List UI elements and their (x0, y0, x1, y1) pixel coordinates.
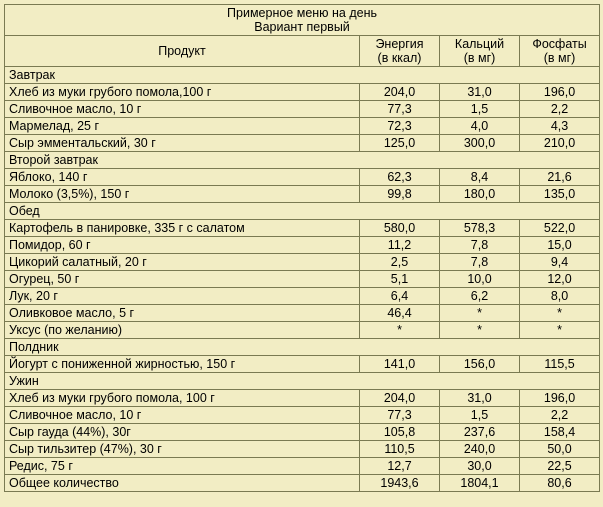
product-name-cell: Сыр гауда (44%), 30г (5, 424, 360, 441)
product-name-cell: Яблоко, 140 г (5, 169, 360, 186)
column-header-0 (5, 36, 360, 67)
energy-cell: * (360, 322, 440, 339)
energy-cell: 77,3 (360, 407, 440, 424)
table-row (5, 271, 600, 288)
product-name-cell: Картофель в панировке, 335 г с салатом (5, 220, 360, 237)
phosphates-cell: * (520, 322, 600, 339)
table-row (5, 220, 600, 237)
phosphates-cell: 21,6 (520, 169, 600, 186)
table-row (5, 356, 600, 373)
calcium-cell: 6,2 (440, 288, 520, 305)
phosphates-cell: 9,4 (520, 254, 600, 271)
table-row (5, 101, 600, 118)
menu-table (4, 4, 600, 492)
phosphates-cell: 158,4 (520, 424, 600, 441)
energy-cell: 72,3 (360, 118, 440, 135)
column-header-label: Кальций (454, 37, 505, 51)
table-row (5, 84, 600, 101)
product-name-cell: Сливочное масло, 10 г (5, 101, 360, 118)
meal-group-row (5, 203, 600, 220)
column-header-label: Продукт (158, 44, 206, 58)
header-row (5, 36, 600, 67)
energy-cell: 5,1 (360, 271, 440, 288)
table-row (5, 305, 600, 322)
phosphates-cell: 22,5 (520, 458, 600, 475)
title-line-1: Примерное меню на день (227, 6, 378, 20)
meal-group-label: Завтрак (5, 67, 600, 84)
product-name-cell: Оливковое масло, 5 г (5, 305, 360, 322)
calcium-cell: 31,0 (440, 84, 520, 101)
energy-cell: 141,0 (360, 356, 440, 373)
document-title (5, 5, 600, 36)
product-name-cell: Хлеб из муки грубого помола, 100 г (5, 390, 360, 407)
table-row (5, 169, 600, 186)
calcium-cell: 240,0 (440, 441, 520, 458)
product-name-cell: Сыр эмментальский, 30 г (5, 135, 360, 152)
table-row (5, 237, 600, 254)
product-name-cell: Молоко (3,5%), 150 г (5, 186, 360, 203)
calcium-cell: 8,4 (440, 169, 520, 186)
phosphates-cell: 522,0 (520, 220, 600, 237)
energy-cell: 62,3 (360, 169, 440, 186)
column-header-unit: (в мг) (463, 51, 496, 65)
meal-group-row (5, 67, 600, 84)
column-header-1 (360, 36, 440, 67)
product-name-cell: Сливочное масло, 10 г (5, 407, 360, 424)
energy-cell: 11,2 (360, 237, 440, 254)
table-row (5, 390, 600, 407)
title-row (5, 5, 600, 36)
calcium-cell: 578,3 (440, 220, 520, 237)
total-calcium-cell: 1804,1 (440, 475, 520, 492)
calcium-cell: * (440, 305, 520, 322)
calcium-cell: 31,0 (440, 390, 520, 407)
table-row (5, 458, 600, 475)
calcium-cell: 1,5 (440, 407, 520, 424)
phosphates-cell: 196,0 (520, 84, 600, 101)
calcium-cell: 10,0 (440, 271, 520, 288)
phosphates-cell: 15,0 (520, 237, 600, 254)
total-label: Общее количество (5, 475, 360, 492)
table-row (5, 254, 600, 271)
product-name-cell: Хлеб из муки грубого помола,100 г (5, 84, 360, 101)
column-header-3 (520, 36, 600, 67)
meal-group-row (5, 373, 600, 390)
calcium-cell: 7,8 (440, 237, 520, 254)
meal-group-label: Ужин (5, 373, 600, 390)
title-line-2: Вариант первый (254, 20, 350, 34)
product-name-cell: Цикорий салатный, 20 г (5, 254, 360, 271)
phosphates-cell: 2,2 (520, 407, 600, 424)
table-row (5, 322, 600, 339)
phosphates-cell: 8,0 (520, 288, 600, 305)
calcium-cell: 237,6 (440, 424, 520, 441)
energy-cell: 12,7 (360, 458, 440, 475)
phosphates-cell: 135,0 (520, 186, 600, 203)
energy-cell: 204,0 (360, 390, 440, 407)
table-row (5, 407, 600, 424)
table-row (5, 186, 600, 203)
energy-cell: 125,0 (360, 135, 440, 152)
calcium-cell: 1,5 (440, 101, 520, 118)
column-header-label: Энергия (375, 37, 424, 51)
phosphates-cell: 50,0 (520, 441, 600, 458)
table-row (5, 288, 600, 305)
meal-group-row (5, 152, 600, 169)
meal-group-label: Полдник (5, 339, 600, 356)
product-name-cell: Редис, 75 г (5, 458, 360, 475)
column-header-unit: (в ккал) (377, 51, 422, 65)
phosphates-cell: 2,2 (520, 101, 600, 118)
calcium-cell: 7,8 (440, 254, 520, 271)
energy-cell: 99,8 (360, 186, 440, 203)
table-row (5, 135, 600, 152)
phosphates-cell: 115,5 (520, 356, 600, 373)
energy-cell: 110,5 (360, 441, 440, 458)
calcium-cell: 180,0 (440, 186, 520, 203)
calcium-cell: 30,0 (440, 458, 520, 475)
table-row (5, 118, 600, 135)
energy-cell: 2,5 (360, 254, 440, 271)
product-name-cell: Помидор, 60 г (5, 237, 360, 254)
table-row (5, 441, 600, 458)
energy-cell: 46,4 (360, 305, 440, 322)
product-name-cell: Уксус (по желанию) (5, 322, 360, 339)
product-name-cell: Лук, 20 г (5, 288, 360, 305)
total-row (5, 475, 600, 492)
calcium-cell: 4,0 (440, 118, 520, 135)
phosphates-cell: 4,3 (520, 118, 600, 135)
total-energy-cell: 1943,6 (360, 475, 440, 492)
meal-group-label: Обед (5, 203, 600, 220)
product-name-cell: Огурец, 50 г (5, 271, 360, 288)
phosphates-cell: 210,0 (520, 135, 600, 152)
energy-cell: 204,0 (360, 84, 440, 101)
calcium-cell: * (440, 322, 520, 339)
energy-cell: 105,8 (360, 424, 440, 441)
product-name-cell: Мармелад, 25 г (5, 118, 360, 135)
meal-group-label: Второй завтрак (5, 152, 600, 169)
phosphates-cell: 196,0 (520, 390, 600, 407)
product-name-cell: Сыр тильзитер (47%), 30 г (5, 441, 360, 458)
energy-cell: 6,4 (360, 288, 440, 305)
energy-cell: 580,0 (360, 220, 440, 237)
phosphates-cell: * (520, 305, 600, 322)
column-header-label: Фосфаты (532, 37, 587, 51)
column-header-2 (440, 36, 520, 67)
column-header-unit: (в мг) (543, 51, 576, 65)
calcium-cell: 300,0 (440, 135, 520, 152)
product-name-cell: Йогурт с пониженной жирностью, 150 г (5, 356, 360, 373)
phosphates-cell: 12,0 (520, 271, 600, 288)
table-row (5, 424, 600, 441)
energy-cell: 77,3 (360, 101, 440, 118)
calcium-cell: 156,0 (440, 356, 520, 373)
total-phosphates-cell: 80,6 (520, 475, 600, 492)
meal-group-row (5, 339, 600, 356)
